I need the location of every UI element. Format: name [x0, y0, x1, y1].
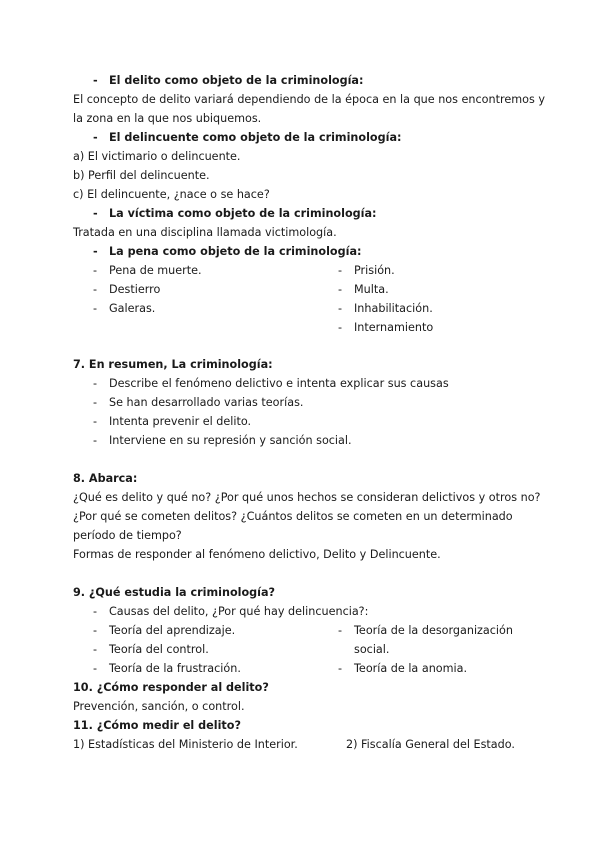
dash: -	[338, 662, 343, 675]
paragraph-line: Tratada en una disciplina llamada victimología.	[73, 226, 337, 239]
list-item: Teoría de la desorganización	[354, 624, 513, 637]
dash: -	[93, 207, 98, 220]
section-title-10: 10. ¿Cómo responder al delito?	[73, 681, 269, 694]
dash: -	[93, 396, 98, 409]
heading-victima: La víctima como objeto de la criminología:	[109, 207, 377, 220]
list-item: Causas del delito, ¿Por qué hay delincuencia?:	[109, 605, 369, 618]
list-item: Intenta prevenir el delito.	[109, 415, 252, 428]
list-item: Interviene en su represión y sanción social.	[109, 434, 352, 447]
dash: -	[93, 434, 98, 447]
list-item: Galeras.	[109, 302, 156, 315]
list-item: 2) Fiscalía General del Estado.	[346, 738, 515, 751]
dash: -	[93, 624, 98, 637]
heading-pena: La pena como objeto de la criminología:	[109, 245, 362, 258]
paragraph-line: período de tiempo?	[73, 529, 182, 542]
dash: -	[338, 283, 343, 296]
dash: -	[338, 624, 343, 637]
section-title-8: 8. Abarca:	[73, 472, 138, 485]
dash: -	[338, 264, 343, 277]
list-item: Prisión.	[354, 264, 395, 277]
section-title-9: 9. ¿Qué estudia la criminología?	[73, 586, 276, 599]
list-item: Describe el fenómeno delictivo e intenta explicar sus causas	[109, 377, 449, 390]
dash: -	[93, 643, 98, 656]
paragraph-line: ¿Por qué se cometen delitos? ¿Cuántos delitos se cometen en un determinado	[73, 510, 513, 523]
list-item: Internamiento	[354, 321, 434, 334]
list-item: Teoría de la frustración.	[109, 662, 241, 675]
dash: -	[93, 283, 98, 296]
section-title-11: 11. ¿Cómo medir el delito?	[73, 719, 241, 732]
list-item: Teoría del aprendizaje.	[109, 624, 236, 637]
list-item-continuation: social.	[354, 643, 390, 656]
dash: -	[93, 302, 98, 315]
heading-delito: El delito como objeto de la criminología:	[109, 74, 364, 87]
list-item: c) El delincuente, ¿nace o se hace?	[73, 188, 270, 201]
paragraph-line: Prevención, sanción, o control.	[73, 700, 245, 713]
dash: -	[93, 377, 98, 390]
dash: -	[93, 74, 98, 87]
paragraph-line: la zona en la que nos ubiquemos.	[73, 112, 262, 125]
list-item: b) Perfil del delincuente.	[73, 169, 210, 182]
list-item: Destierro	[109, 283, 161, 296]
list-item: 1) Estadísticas del Ministerio de Interior.	[73, 738, 298, 751]
list-item: Teoría del control.	[109, 643, 209, 656]
dash: -	[93, 662, 98, 675]
list-item: a) El victimario o delincuente.	[73, 150, 241, 163]
heading-delincuente: El delincuente como objeto de la criminología:	[109, 131, 402, 144]
list-item: Teoría de la anomia.	[354, 662, 468, 675]
paragraph-line: ¿Qué es delito y qué no? ¿Por qué unos hechos se consideran delictivos y otros no?	[73, 491, 541, 504]
dash: -	[93, 605, 98, 618]
list-item: Inhabilitación.	[354, 302, 433, 315]
dash: -	[93, 245, 98, 258]
dash: -	[93, 131, 98, 144]
dash: -	[93, 415, 98, 428]
paragraph-line: Formas de responder al fenómeno delictivo, Delito y Delincuente.	[73, 548, 441, 561]
section-title-7: 7. En resumen, La criminología:	[73, 358, 273, 371]
dash: -	[93, 264, 98, 277]
dash: -	[338, 302, 343, 315]
dash: -	[338, 321, 343, 334]
list-item: Multa.	[354, 283, 389, 296]
list-item: Se han desarrollado varias teorías.	[109, 396, 304, 409]
list-item: Pena de muerte.	[109, 264, 202, 277]
paragraph-line: El concepto de delito variará dependiendo de la época en la que nos encontremos y	[73, 93, 545, 106]
